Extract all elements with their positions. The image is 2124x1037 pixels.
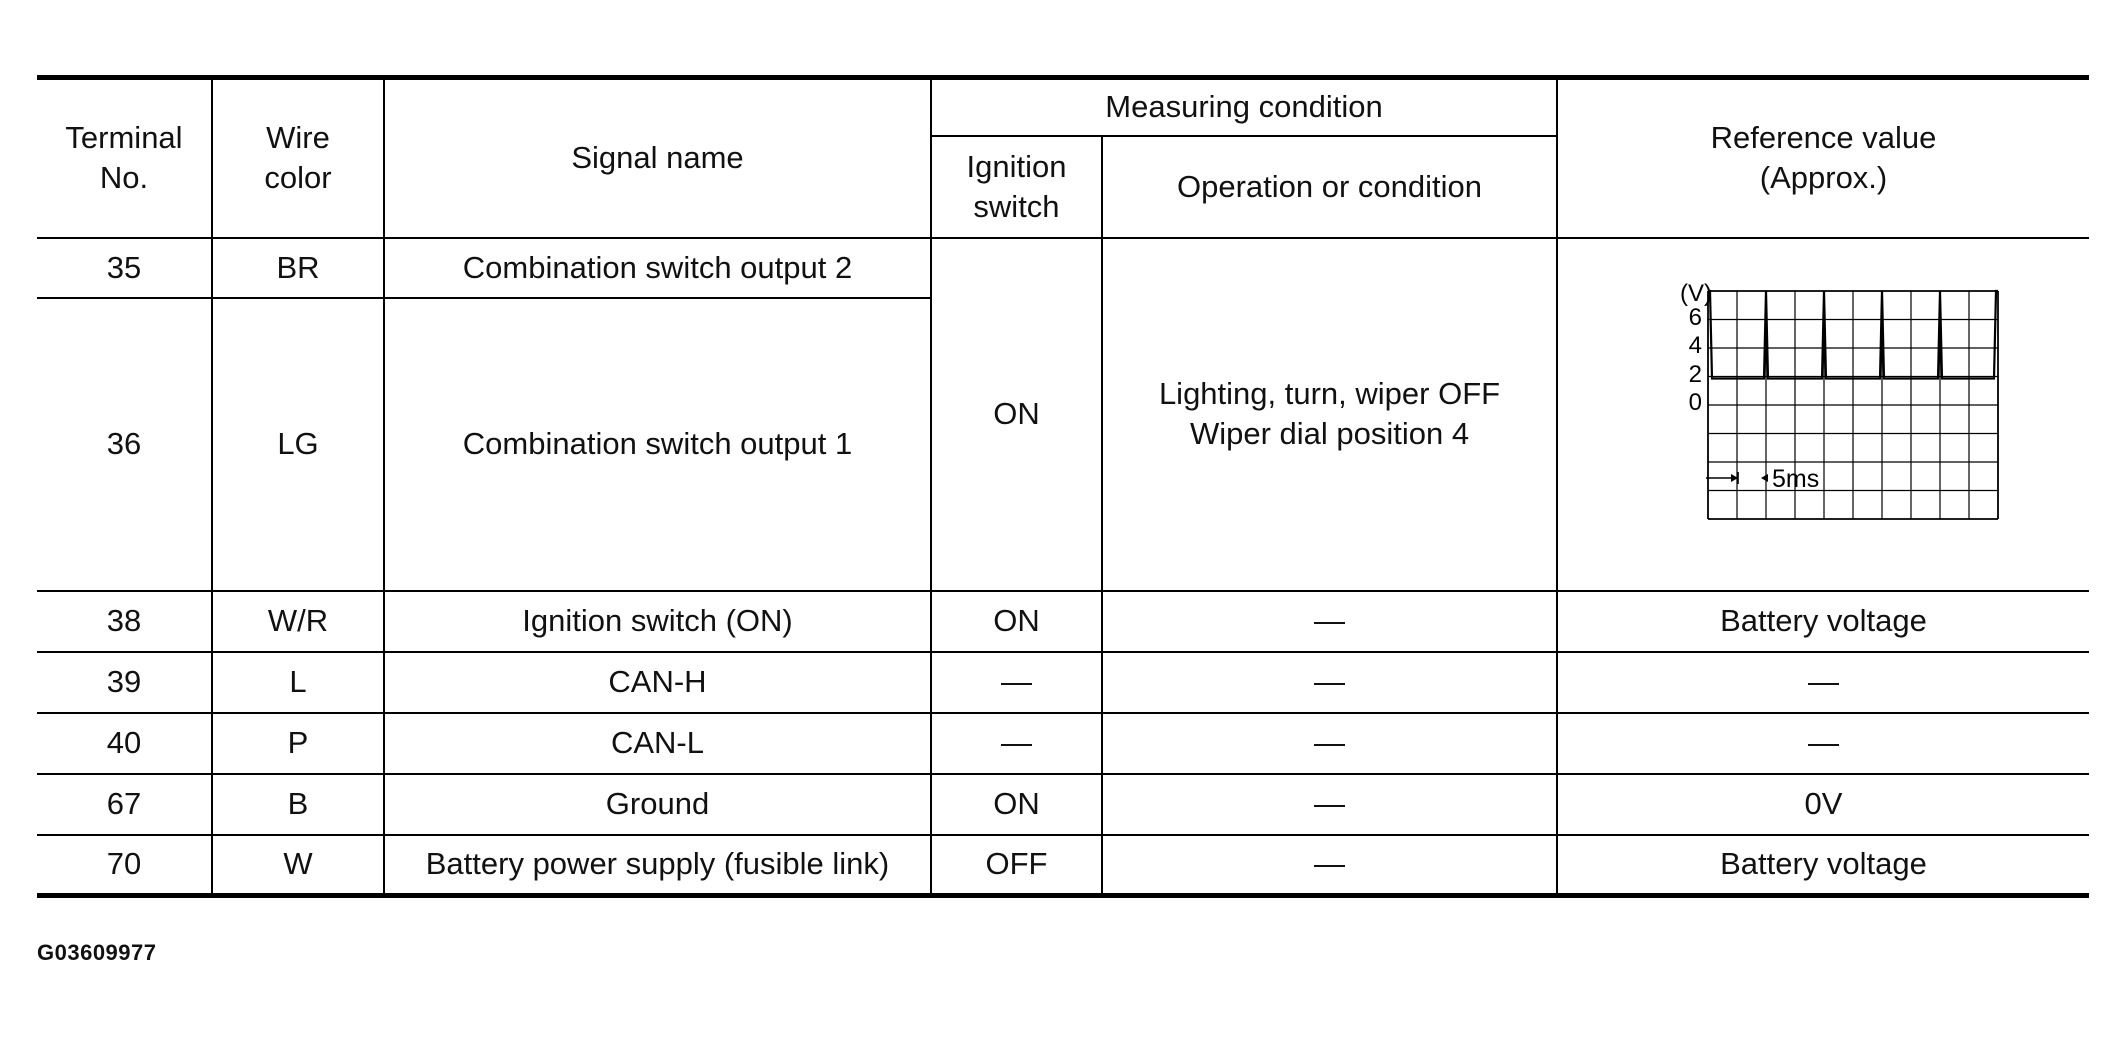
table-row (37, 652, 2089, 713)
wire-color-cell: P (212, 713, 384, 774)
wire-color-cell: W (212, 835, 384, 896)
condition-cell: — (1102, 591, 1557, 652)
condition-cell: — (1102, 652, 1557, 713)
oscilloscope-waveform (1624, 279, 2024, 549)
header-measuring-condition: Measuring condition (931, 78, 1557, 136)
signal-name-cell: Battery power supply (fusible link) (384, 835, 931, 896)
waveform-y-tick: 0 (1688, 389, 1702, 416)
terminal-cell: 35 (37, 238, 212, 298)
header-ignition-switch: Ignition switch (931, 136, 1102, 238)
condition-cell: — (1102, 713, 1557, 774)
reference-cell: Battery voltage (1557, 835, 2089, 896)
table-row (37, 835, 2089, 896)
terminal-cell: 40 (37, 713, 212, 774)
table-row (37, 591, 2089, 652)
reference-cell: Battery voltage (1557, 591, 2089, 652)
condition-cell: Lighting, turn, wiper OFF Wiper dial position 4 (1102, 238, 1557, 591)
waveform-grid (1708, 291, 1998, 519)
condition-cell: — (1102, 774, 1557, 835)
wire-color-cell: L (212, 652, 384, 713)
header-wire-color: Wire color (212, 78, 384, 238)
wire-color-cell: B (212, 774, 384, 835)
terminal-cell: 70 (37, 835, 212, 896)
ignition-cell: — (931, 713, 1102, 774)
reference-cell: — (1557, 652, 2089, 713)
waveform-graph (1564, 279, 2083, 549)
ignition-cell: — (931, 652, 1102, 713)
header-row-top (37, 78, 2089, 136)
wire-color-cell: LG (212, 298, 384, 591)
signal-name-cell: Combination switch output 1 (384, 298, 931, 591)
table-row (37, 774, 2089, 835)
signal-name-cell: CAN-L (384, 713, 931, 774)
waveform-unit-label: (V) (1679, 280, 1712, 307)
header-terminal-no: Terminal No. (37, 78, 212, 238)
wire-color-cell: BR (212, 238, 384, 298)
reference-cell: — (1557, 713, 2089, 774)
terminal-cell: 38 (37, 591, 212, 652)
signal-name-cell: Combination switch output 2 (384, 238, 931, 298)
waveform-y-tick: 2 (1688, 361, 1702, 388)
header-signal-name: Signal name (384, 78, 931, 238)
signal-name-cell: Ignition switch (ON) (384, 591, 931, 652)
reference-waveform-cell (1557, 238, 2089, 591)
ignition-cell: OFF (931, 835, 1102, 896)
ignition-cell: ON (931, 591, 1102, 652)
terminal-cell: 67 (37, 774, 212, 835)
signal-name-cell: Ground (384, 774, 931, 835)
terminal-spec-table (37, 75, 2089, 898)
waveform-y-tick: 4 (1688, 332, 1702, 359)
terminal-cell: 39 (37, 652, 212, 713)
condition-cell: — (1102, 835, 1557, 896)
time-division-label: 5ms (1771, 465, 1819, 493)
table-row (37, 713, 2089, 774)
reference-cell: 0V (1557, 774, 2089, 835)
header-operation-condition: Operation or condition (1102, 136, 1557, 238)
wire-color-cell: W/R (212, 591, 384, 652)
terminal-cell: 36 (37, 298, 212, 591)
ignition-cell: ON (931, 238, 1102, 591)
ignition-cell: ON (931, 774, 1102, 835)
waveform-y-tick: 6 (1688, 304, 1702, 331)
table-row (37, 238, 2089, 298)
figure-code: G03609977 (37, 940, 157, 965)
header-reference-value: Reference value (Approx.) (1557, 78, 2089, 238)
signal-name-cell: CAN-H (384, 652, 931, 713)
